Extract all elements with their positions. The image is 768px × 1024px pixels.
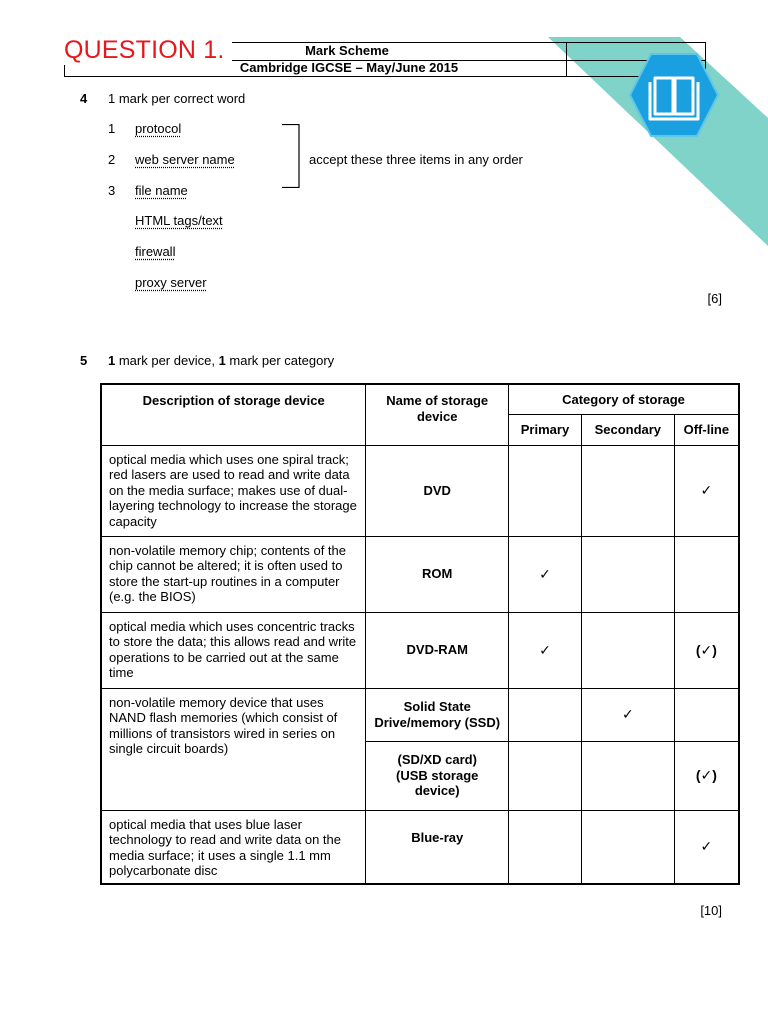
question-4-instruction: 1 mark per correct word xyxy=(108,91,246,106)
secondary-cell xyxy=(581,445,674,536)
header-title: Mark Scheme xyxy=(305,43,389,58)
device-description: non-volatile memory chip; contents of the chip cannot be altered; it is often used to store the start-up routines in a computer (e.g. the BIOS) xyxy=(101,536,366,612)
table-row xyxy=(101,536,739,612)
table-header-row xyxy=(101,384,739,414)
table-row xyxy=(101,445,739,536)
header-secondary: Secondary xyxy=(581,414,674,445)
offline-cell: (✓) xyxy=(674,612,739,688)
question-5-instruction xyxy=(108,353,334,368)
primary-cell xyxy=(509,741,582,810)
book-icon[interactable] xyxy=(628,52,720,138)
header-offline: Off-line xyxy=(674,414,739,445)
secondary-cell xyxy=(581,741,674,810)
instruction-bold: 1 xyxy=(218,353,226,368)
secondary-cell xyxy=(581,810,674,884)
device-description: optical media which uses concentric tracks to store the data; this allows read and write operations to be carried out at the same time xyxy=(101,612,366,688)
header-subtitle: Cambridge IGCSE – May/June 2015 xyxy=(239,60,459,75)
question-5-marks: [10] xyxy=(700,903,722,918)
answer-word: proxy server xyxy=(135,275,207,290)
primary-cell: ✓ xyxy=(509,536,582,612)
device-name: DVD xyxy=(366,445,509,536)
device-description: optical media which uses one spiral track; red lasers are used to read and write data on the media surface; makes use of dual-layering technology to increase the storage capacity xyxy=(101,445,366,536)
header-primary: Primary xyxy=(509,414,582,445)
secondary-cell xyxy=(581,612,674,688)
answer-word: firewall xyxy=(135,244,176,259)
device-name: ROM xyxy=(366,536,509,612)
table-row xyxy=(101,688,739,741)
primary-cell xyxy=(509,445,582,536)
device-description: optical media that uses blue laser technology to read and write data on the media surface; it uses a single 1.1 mm polycarbonate disc xyxy=(101,810,366,884)
right-brace xyxy=(281,124,301,188)
device-name: Solid State Drive/memory (SSD) xyxy=(366,688,509,741)
answer-word: protocol xyxy=(135,121,182,136)
header-rule-divider xyxy=(566,42,567,76)
device-description: non-volatile memory device that uses NAND flash memories (which consist of millions of transistors wired in series on single circuit boards) xyxy=(101,688,366,810)
answer-word: HTML tags/text xyxy=(135,213,223,228)
header-rule-bottom xyxy=(64,76,706,77)
table-row xyxy=(101,612,739,688)
offline-cell: ✓ xyxy=(674,445,739,536)
device-name: (SD/XD card) (USB storage device) xyxy=(366,741,509,810)
header-category: Category of storage xyxy=(509,384,739,414)
table-row xyxy=(101,810,739,884)
secondary-cell xyxy=(581,536,674,612)
header-device-name: Name of storage device xyxy=(366,384,509,445)
offline-cell xyxy=(674,536,739,612)
instruction-text: mark per category xyxy=(225,353,335,368)
offline-cell: ✓ xyxy=(674,810,739,884)
header-description: Description of storage device xyxy=(101,384,366,445)
primary-cell xyxy=(509,688,582,741)
device-name: Blue-ray xyxy=(366,810,509,884)
secondary-cell: ✓ xyxy=(581,688,674,741)
question-label: QUESTION 1. xyxy=(64,36,229,65)
answer-number: 3 xyxy=(108,183,116,198)
question-4-marks: [6] xyxy=(707,291,722,306)
offline-cell xyxy=(674,688,739,741)
device-name: DVD-RAM xyxy=(366,612,509,688)
instruction-bold: 1 xyxy=(108,353,116,368)
answer-word: web server name xyxy=(135,152,235,167)
question-5-number: 5 xyxy=(80,353,88,368)
answer-word: file name xyxy=(135,183,188,198)
instruction-text: mark per device, xyxy=(115,353,219,368)
answer-number: 1 xyxy=(108,121,116,136)
offline-cell: (✓) xyxy=(674,741,739,810)
primary-cell xyxy=(509,810,582,884)
brace-note: accept these three items in any order xyxy=(309,152,523,167)
answer-number: 2 xyxy=(108,152,116,167)
storage-device-table xyxy=(100,383,740,885)
primary-cell: ✓ xyxy=(509,612,582,688)
question-4-number: 4 xyxy=(80,91,88,106)
